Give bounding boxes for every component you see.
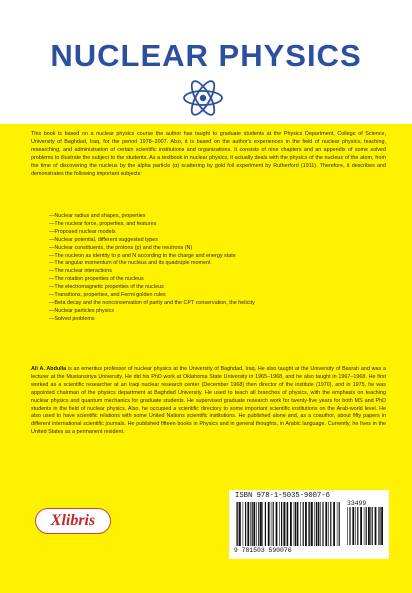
list-item: —Transitions, properties, and Fermi golden rules (49, 292, 166, 299)
list-item: —The angular momentum of the nucleus and its quadruple moment (49, 260, 211, 267)
list-item: —The rotation properties of the nucleus (49, 276, 144, 283)
addon-digits: 33499 (347, 500, 367, 507)
list-item: —The nucleon as identity to p and N according to the charge and energy state (49, 252, 236, 259)
barcode-icon (236, 502, 340, 546)
barcode-area (229, 490, 389, 559)
list-item: —The nuclear force, properties, and features (49, 220, 157, 227)
list-item: —Beta decay and the nonconservation of parity and the CPT conservation, the helicity (49, 299, 255, 306)
list-item: —Nuclear potential, different suggested types (49, 236, 158, 243)
addon-barcode-icon (347, 507, 383, 545)
author-bio-text: is an emeritus professor of nuclear physics at the University of Baghdad, Iraq. He also taught at the University of Basrah and was a lecturer at the Mustansiriya University. He did his PhD work at Oklahoma State University in 1965–1968, and he also taught in 1967–1968. He first worked as a scientific researcher at an Iraqi nuclear research center (December 1968) then director of the institute (1970), and in 1975, he was appointed chairman of the physics department at Baghdad University. He used to teach all branches of physics, with the emphasis on teaching nuclear physics and quantum mechanics for graduate students. He supervised graduate research work for twenty-five years for both MS and PhD students in the field of nuclear physics. Also, he occupied a scientific directory to some important scientific institutions on the Arab-world level. He also used to have scientific relations with some United Nations scientific institutions. He published alone and, as a coauthor, about fifty papers in different international scientific journals. He published fifteen books in Physics and in general thoughts, in Arabic language. Currently, he lives in the United States as a permanent resident. (31, 366, 387, 436)
list-item: —Proposed nuclear models (49, 228, 116, 235)
author-name: Ali A. Abdulla (31, 366, 67, 372)
isbn-text: ISBN 978-1-5035-9007-6 (235, 492, 330, 500)
list-item: —Nuclear radius and shapes, properties (49, 213, 146, 219)
atom-icon (181, 76, 225, 120)
book-title: NUCLEAR PHYSICS (50, 38, 362, 73)
publisher-name: Xlibris (50, 512, 96, 529)
publisher-logo (35, 508, 111, 534)
list-item: —The electromagnetic properties of the nucleus (49, 284, 164, 291)
list-item: —The nuclear interactions (49, 268, 112, 275)
author-bio (31, 366, 386, 437)
list-item: —Solved problems (49, 315, 95, 322)
barcode-digits: 9 781503 590076 (234, 547, 292, 554)
cover-header (0, 0, 412, 124)
list-item: —Nuclear particles physics (49, 307, 115, 314)
list-item: —Nuclear constituents, the protons (p) and the neutrons (N) (49, 244, 193, 251)
book-description: This book is based on a nuclear physics course the author has taught to graduate students at the Physics Department, College of Science, University of Baghdad, Iraq, for the period 1978–2007. Also, it is based on the author's experiences in the field of nuclear physics, teaching, researching, and administration of certain scientific institutions and organizations. It consists of nine chapters and an appendix of some solved problems to illustrate the subject to the students. As a textbook in nuclear physics, it actually deals with the physics of the nucleus of the atom, from the time of discovering the nucleus by the alpha particle (α) scattering by gold foil experiment by Rutherford (1911). Therefore, it describes and demonstrates the following important subjects: (31, 131, 386, 177)
topics-list (49, 213, 369, 324)
